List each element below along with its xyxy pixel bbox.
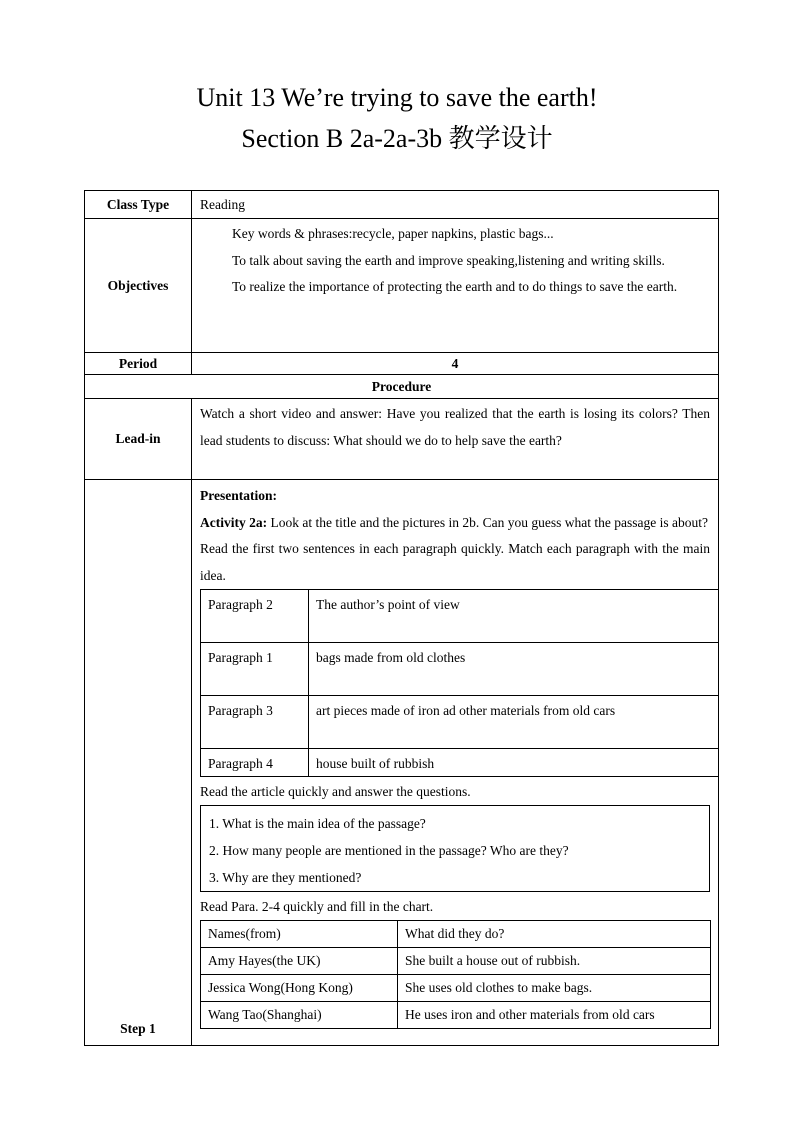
question-item: 1. What is the main idea of the passage? — [209, 816, 426, 831]
chart-cell: He uses iron and other materials from old cars — [398, 1002, 711, 1029]
question-item: 3. Why are they mentioned? — [209, 870, 362, 885]
chart-cell: Amy Hayes(the UK) — [201, 948, 398, 975]
match-table — [200, 589, 719, 777]
objective-item: Key words & phrases:recycle, paper napkins, plastic bags... — [232, 226, 554, 241]
chart-cell: She uses old clothes to make bags. — [398, 975, 711, 1002]
chart-cell: Wang Tao(Shanghai) — [201, 1002, 398, 1029]
class-type-label: Class Type — [85, 191, 192, 219]
lead-in-cell — [192, 399, 719, 480]
step1-cell — [192, 480, 719, 1046]
read-para-instruction: Read Para. 2-4 quickly and fill in the chart. — [200, 899, 434, 914]
objective-item: To talk about saving the earth and improve speaking,listening and writing skills. — [232, 252, 665, 268]
match-para: Paragraph 4 — [201, 749, 309, 777]
read-first-instruction: Read the first two sentences in each paragraph quickly. Match each paragraph with the main idea. — [200, 541, 710, 583]
period-label: Period — [85, 353, 192, 375]
match-para: Paragraph 2 — [201, 590, 309, 643]
chart-header: What did they do? — [398, 921, 711, 948]
chart-cell: Jessica Wong(Hong Kong) — [201, 975, 398, 1002]
match-para: Paragraph 3 — [201, 696, 309, 749]
lead-in-label: Lead-in — [85, 399, 192, 480]
question-item: 2. How many people are mentioned in the passage? Who are they? — [209, 843, 569, 858]
objectives-label: Objectives — [85, 219, 192, 353]
step1-label: Step 1 — [85, 480, 192, 1046]
activity-text: Look at the title and the pictures in 2b. Can you guess what the passage is about? — [267, 514, 709, 530]
procedure-heading: Procedure — [85, 375, 719, 399]
chart-cell: She built a house out of rubbish. — [398, 948, 711, 975]
lesson-plan-table — [84, 190, 719, 1046]
title-line-1: Unit 13 We’re trying to save the earth! — [196, 83, 598, 112]
fill-in-chart — [200, 920, 711, 1029]
match-idea: house built of rubbish — [309, 749, 719, 777]
objective-item: To realize the importance of protecting the earth and to do things to save the earth. — [232, 279, 678, 294]
match-idea: bags made from old clothes — [309, 643, 719, 696]
chart-header: Names(from) — [201, 921, 398, 948]
questions-table — [200, 805, 710, 892]
title-line-2: Section B 2a-2a-3b 教学设计 — [241, 124, 553, 153]
match-idea: The author’s point of view — [309, 590, 719, 643]
objectives-cell — [192, 219, 719, 353]
presentation-heading: Presentation: — [200, 488, 277, 503]
match-para: Paragraph 1 — [201, 643, 309, 696]
read-article-instruction: Read the article quickly and answer the questions. — [200, 784, 471, 799]
class-type-value: Reading — [192, 191, 719, 219]
activity-label: Activity 2a: — [200, 514, 268, 530]
match-idea: art pieces made of iron ad other materials from old cars — [309, 696, 719, 749]
period-value: 4 — [192, 353, 719, 375]
lead-in-text: Watch a short video and answer: Have you realized that the earth is losing its colors? Then lead students to discuss: What should we do to help save the earth? — [200, 406, 710, 448]
